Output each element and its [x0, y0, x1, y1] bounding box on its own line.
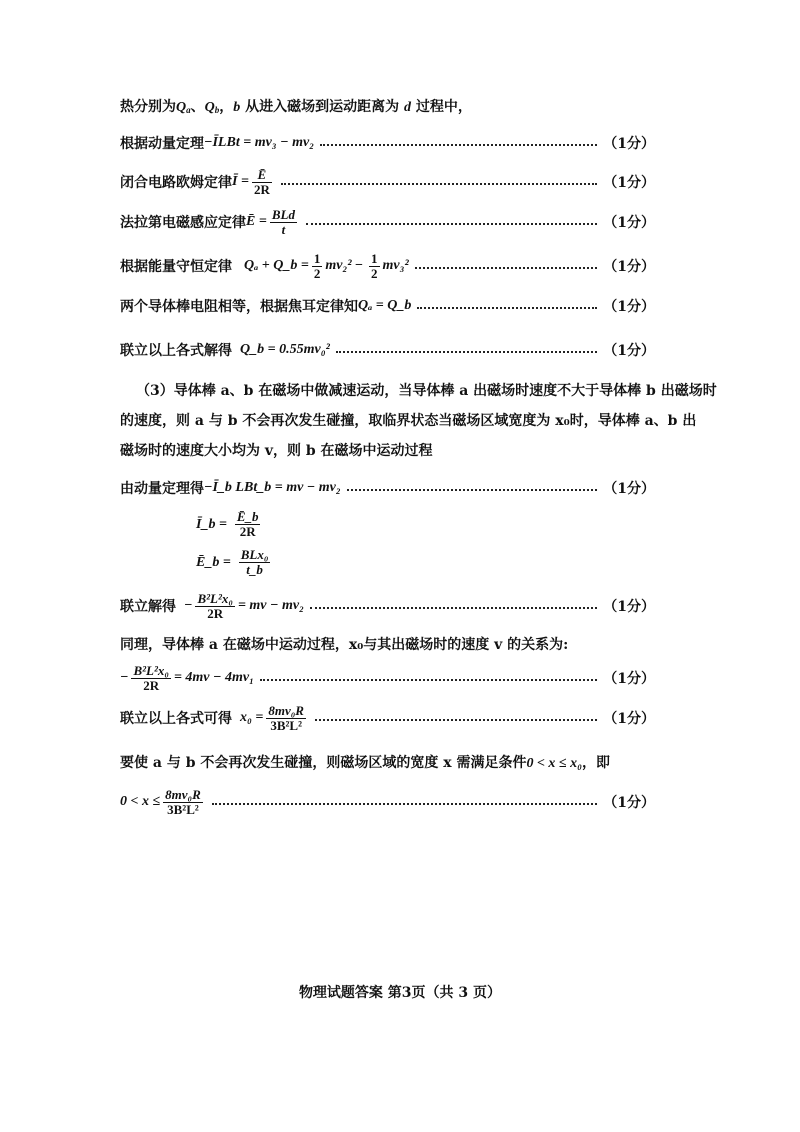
q-b: $Q_b$ — [204, 100, 220, 115]
solve2-fraction: $\frac{\text{B²L²x₀}}{2R}$ — [197, 591, 233, 621]
joule-equation: Qₐ = Q_b — [358, 298, 412, 313]
score-label: （1分） — [603, 671, 655, 688]
score-label: （1分） — [603, 599, 655, 616]
solve3-label: 联立以上各式可得 — [120, 711, 232, 728]
solve2-rhs: = mv − mv₂ — [237, 598, 304, 614]
solve1-equation: Q_b = 0.55mv₀² — [240, 342, 330, 357]
text: 从进入磁场到运动距离为 — [240, 99, 404, 115]
half-fraction: $\frac{1}{2}$ — [371, 251, 378, 281]
solve1-label: 联立以上各式解得 — [120, 343, 232, 359]
leader-dots — [315, 709, 597, 721]
momentum-label: 根据动量定理 — [120, 136, 204, 152]
text: 、 — [190, 99, 205, 115]
faraday-fraction: $\frac{\text{BLd}}{t}$ — [271, 207, 295, 237]
leader-dots — [306, 213, 597, 225]
score-label: （1分） — [603, 481, 655, 497]
ohm-lhs: Ī = — [232, 174, 249, 190]
leader-dots — [212, 793, 597, 805]
energy-term2: mv₃² — [382, 258, 409, 274]
same-fraction: $\frac{\text{B²L²x₀}}{2R}$ — [133, 663, 169, 693]
intro-line — [120, 96, 472, 116]
score-label: （1分） — [603, 795, 655, 812]
minus-sign: − — [354, 258, 364, 274]
leader-dots — [320, 134, 597, 146]
x0-fraction: $\frac{\text{8mv₀R}}{\text{3B²L²}}$ — [268, 703, 304, 733]
momentum2-equation: −Ī_b LBt_b = mv − mv₂ — [204, 480, 341, 495]
faraday-label: 法拉第电磁感应定律 — [120, 215, 246, 232]
var-d: d — [404, 100, 411, 115]
q-a: $Q_a$ — [176, 100, 191, 115]
joule-label: 两个导体棒电阻相等，根据焦耳定律知 — [120, 299, 358, 315]
text: 过程中， — [411, 99, 472, 115]
page-footer: 物理试题答案 第3页（共 3 页） — [298, 985, 502, 1001]
part3-line-b: 的速度，则 a 与 b 不会再次发生碰撞，取临界状态当磁场区域宽度为 x₀时，导体棒 a、b 出 — [120, 413, 697, 429]
solve2-row: 联立解得 − $\frac{\text{B²L²x₀}}{2R}$ = mv − mv₂ （1分） — [120, 591, 655, 621]
eb-equation: Ē_b = $\frac{\text{BLx₀}}{t\_b}$ — [196, 547, 269, 577]
leader-dots — [417, 297, 597, 309]
ib-fraction: $\frac{Ē\_b}{2R}$ — [236, 509, 259, 539]
solve1-row — [120, 340, 655, 360]
leader-dots — [347, 479, 597, 491]
momentum-equation: −ĪLBt = mv₃ − mv₂ — [204, 135, 315, 150]
same-row: − $\frac{\text{B²L²x₀}}{2R}$ = 4mv − 4mv₁ （1分） — [120, 663, 655, 693]
text: 热分别为 — [120, 99, 176, 115]
condition-line: 要使 a 与 b 不会再次发生碰撞，则磁场区域的宽度 x 需满足条件0 < x ≤ x₀，即 — [120, 755, 610, 771]
leader-dots — [281, 173, 597, 185]
part3-line-c: 磁场时的速度大小均为 v，则 b 在磁场中运动过程 — [120, 443, 433, 459]
leader-dots — [310, 597, 597, 609]
leader-dots — [336, 341, 597, 353]
score-label: （1分） — [603, 215, 655, 232]
eb-fraction: $\frac{\text{BLx₀}}{t\_b}$ — [240, 547, 269, 577]
score-label: （1分） — [603, 711, 655, 728]
final-row — [120, 788, 655, 816]
ib-equation: Ī_b = $\frac{Ē\_b}{2R}$ — [196, 509, 259, 539]
faraday-row — [120, 208, 655, 236]
part3-line-a: （3）导体棒 a、b 在磁场中做减速运动，当导体棒 a 出磁场时速度不大于导体棒 b 出磁场时 — [136, 383, 717, 399]
ohm-row — [120, 168, 655, 196]
leader-dots — [260, 669, 597, 681]
momentum2-label: 由动量定理得 — [120, 481, 204, 497]
faraday-lhs: Ē = — [246, 214, 267, 230]
final-lhs: 0 < x ≤ — [120, 794, 161, 810]
momentum-row — [120, 133, 655, 153]
ohm-fraction: $\frac{Ē}{2R}$ — [253, 167, 270, 197]
energy-term1: mv₂² — [325, 258, 352, 274]
momentum2-row — [120, 478, 655, 498]
ohm-label: 闭合电路欧姆定律 — [120, 175, 232, 192]
same-line: 同理，导体棒 a 在磁场中运动过程，x₀与其出磁场时的速度 v 的关系为: — [120, 637, 569, 653]
score-label: （1分） — [603, 136, 655, 152]
text: ， — [219, 99, 234, 115]
score-label: （1分） — [603, 343, 655, 359]
var-b: b — [233, 100, 241, 115]
condition-equation: 0 < x ≤ x₀ — [526, 756, 582, 771]
score-label: （1分） — [603, 175, 655, 192]
solve3-row: 联立以上各式可得 x₀ = $\frac{\text{8mv₀R}}{\text{3B²L²}}$ （1分） — [120, 703, 655, 733]
score-label: （1分） — [603, 299, 655, 315]
solve2-label: 联立解得 — [120, 599, 176, 616]
leader-dots — [415, 257, 598, 269]
energy-row — [120, 252, 655, 280]
same-rhs: = 4mv − 4mv₁ — [173, 670, 254, 686]
energy-lhs: Qₐ + Q_b = — [244, 258, 309, 274]
score-label: （1分） — [603, 259, 655, 276]
final-fraction: $\frac{\text{8mv₀R}}{\text{3B²L²}}$ — [165, 787, 201, 817]
energy-label: 根据能量守恒定律 — [120, 259, 232, 276]
joule-row — [120, 296, 655, 316]
half-fraction: $\frac{1}{2}$ — [313, 251, 321, 281]
